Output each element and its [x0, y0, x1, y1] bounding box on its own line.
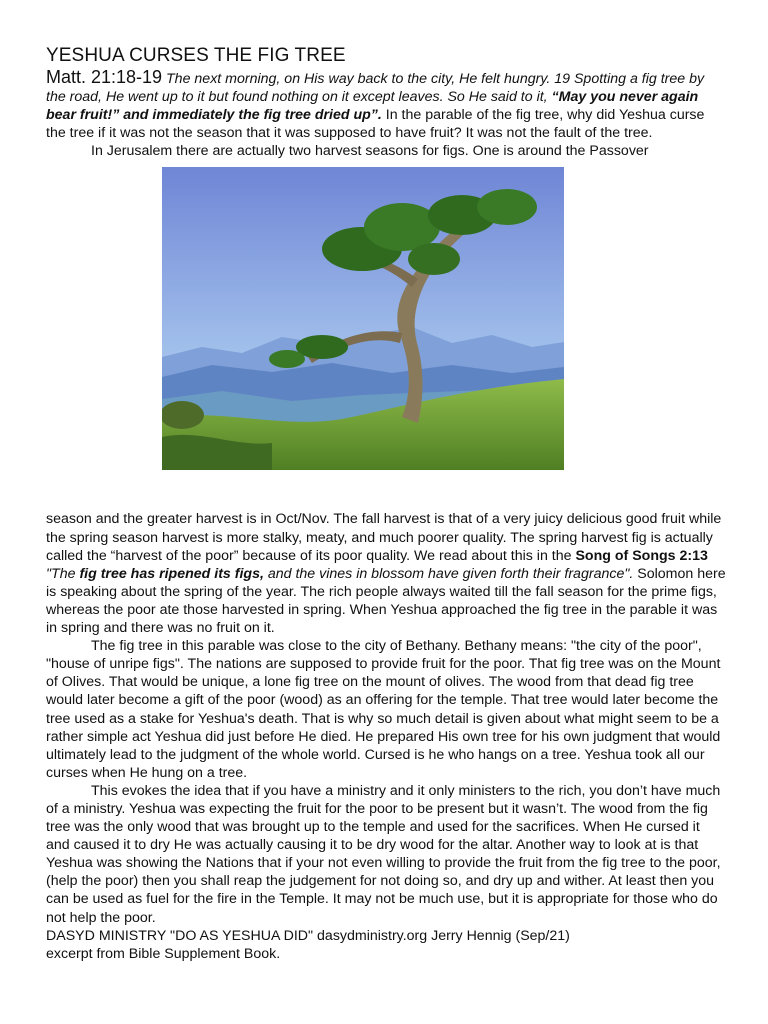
- paragraph-harvest-start: In Jerusalem there are actually two harvest seasons for figs. One is around the Passover: [91, 143, 649, 160]
- paragraph-bethany: The fig tree in this parable was close to the city of Bethany. Bethany means: "the city of the poor", "house of unripe figs". The nations are supposed to provide fruit for the poor. That fig tree was on the Mount of Olives. That would be unique, a lone fig tree on the mount of olives. The wood from that dead fig tree would later become a gift of the poor (wood) as an offering for the temple. That tree would later become the tree used as a stake for Yeshua's death. That is why so much detail is given about what might seem to be a rather simple act Yeshua did just before He died. He prepared His own tree for his own judgment that would ultimately lead to the judgment of the whole world. Cursed is he who hangs on a tree. Yeshua took all our curses when He hung on a tree.: [46, 638, 721, 781]
- song-quote-bold: fig tree has ripened its figs,: [79, 565, 264, 582]
- document-page: [46, 44, 726, 963]
- figure-container: [46, 160, 726, 510]
- song-quote-a: "The: [46, 565, 80, 582]
- harvest-text: season and the greater harvest is in Oct/Nov. The fall harvest is that of a very juicy delicious good fruit while the spring season harvest is more stalky, meaty, and much poorer quality. The spring harvest fig is actually called the “harvest of the poor” because of its poor quality. We read about this in the: [46, 511, 722, 564]
- footer-credit: DASYD MINISTRY "DO AS YESHUA DID" dasydministry.org Jerry Hennig (Sep/21): [46, 927, 570, 944]
- song-quote-b: and the vines in blossom have given forth their fragrance".: [263, 565, 634, 582]
- paragraph-ministry: This evokes the idea that if you have a ministry and it only ministers to the rich, you don’t have much of a ministry. Yeshua was expecting the fruit for the poor to be present but it wasn’t. The wood from the fig tree was the only wood that was brought up to the temple and used for the sacrifices. When He cursed it and caused it to dry He was actually causing it to be dry wood for the altar. Another way to look at is that Yeshua was showing the Nations that if your not even willing to provide the fruit from the fig tree to the poor, (help the poor) then you shall reap the judgement for not doing so, and dry up and wither. At least then you can be used as fuel for the fire in the Temple. It may not be much use, but it is appropriate for those who do not help the poor.: [46, 782, 721, 926]
- fig-tree-illustration: [162, 167, 564, 470]
- page-title: YESHUA CURSES THE FIG TREE: [46, 45, 346, 66]
- song-reference: Song of Songs 2:13: [575, 547, 708, 564]
- scripture-reference: Matt. 21:18-19: [46, 67, 163, 87]
- intro-paragraph: [46, 68, 726, 142]
- scripture-quote-bold: “May you never again bear fruit!” and immediately the fig tree dried up”.: [46, 89, 699, 124]
- scripture-quote: The next morning, on His way back to the city, He felt hungry. 19 Spotting a fig tree by the road, He went up to it but found nothing on it except leaves. So He said to it,: [46, 71, 705, 106]
- intro-text: In the parable of the fig tree, why did Yeshua curse the tree if it was not the season that it was supposed to have fruit? It was not the fault of the tree.: [46, 107, 705, 142]
- paragraph-harvest-continued: [46, 510, 726, 637]
- harvest-text-end: Solomon here is speaking about the spring of the year. The rich people always waited till the fall season for the prime figs, whereas the poor ate those harvested in spring. When Yeshua approached the fig tree in the parable it was in spring and there was no fruit on it.: [46, 565, 726, 637]
- footer-source: excerpt from Bible Supplement Book.: [46, 945, 281, 962]
- fig-tree-photo: [162, 167, 564, 470]
